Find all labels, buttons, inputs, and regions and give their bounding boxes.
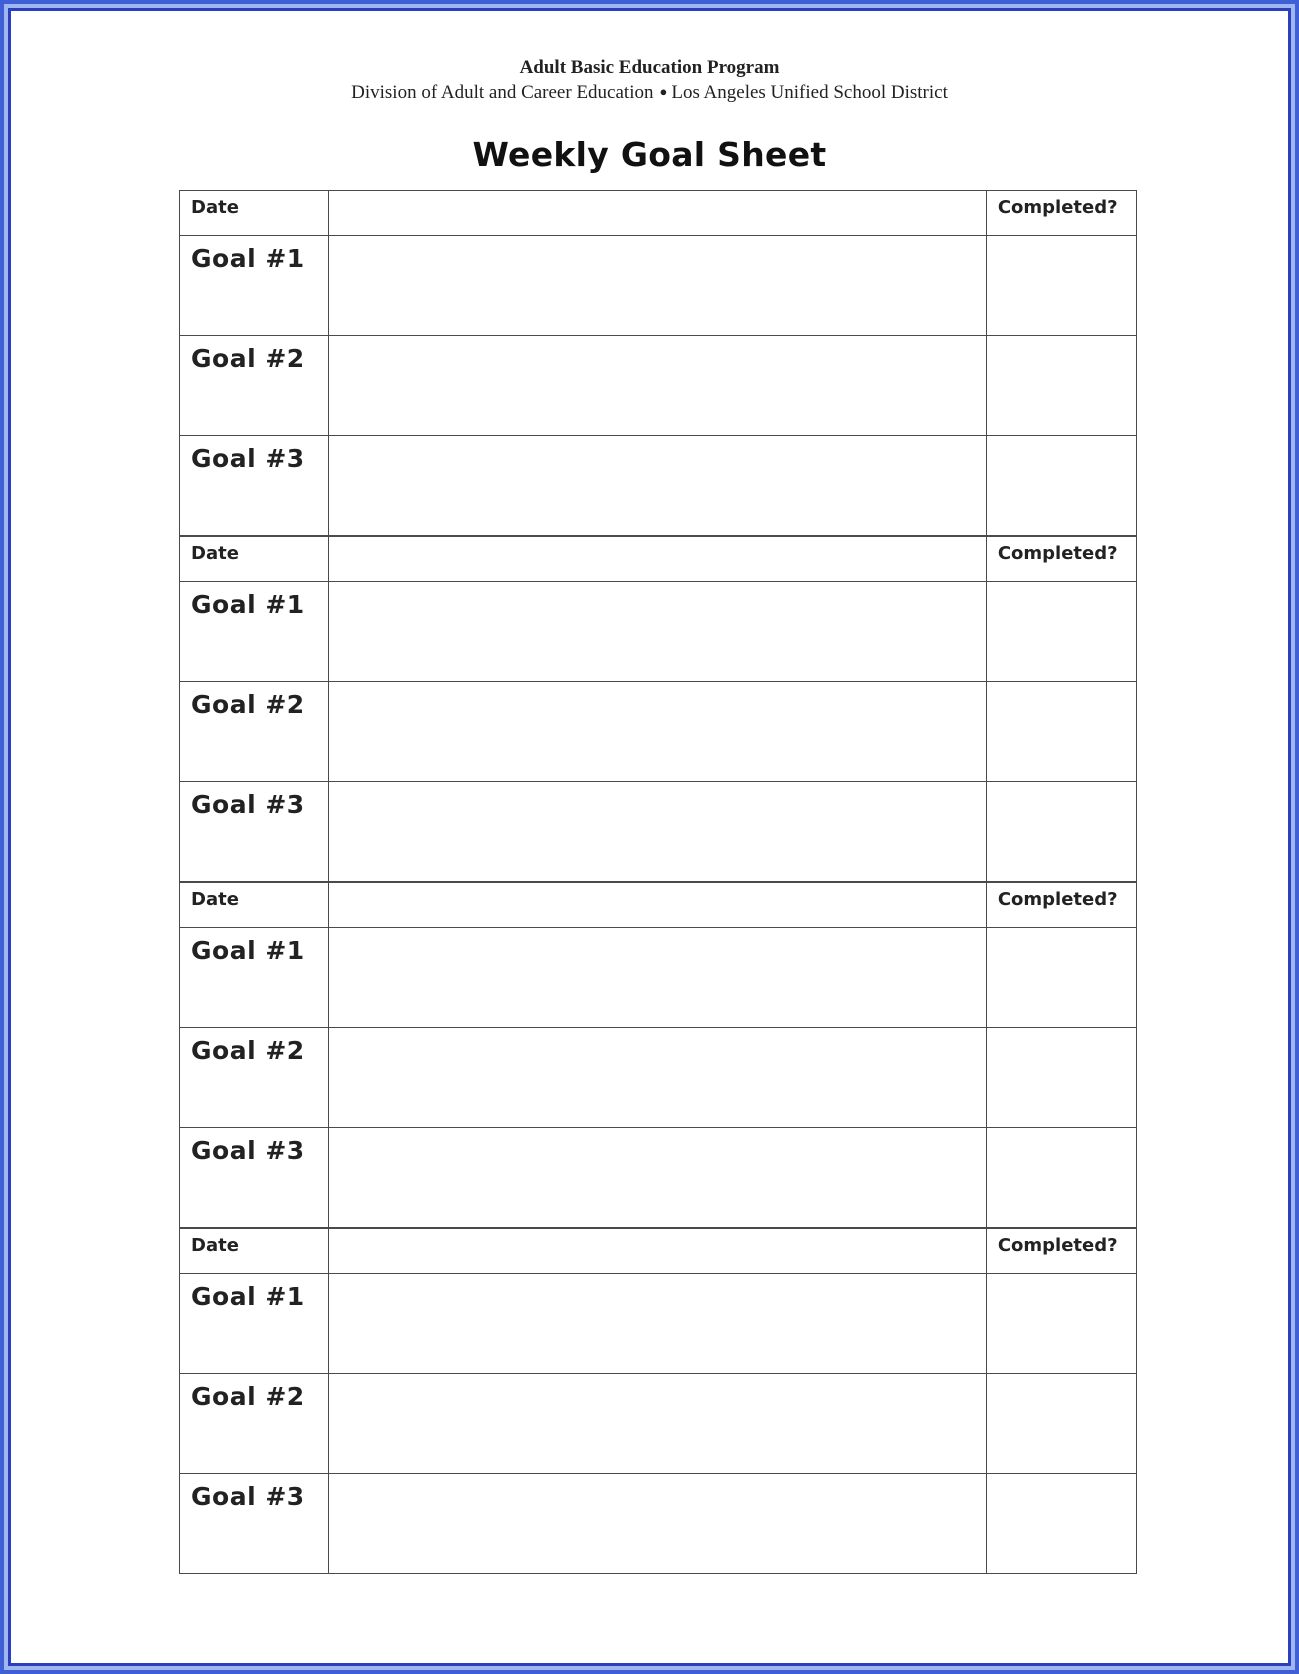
goal-label: Goal #1 xyxy=(180,236,329,336)
page-title: Weekly Goal Sheet xyxy=(472,135,827,174)
goal-entry-cell[interactable] xyxy=(329,1028,987,1128)
division-line xyxy=(11,80,1288,105)
completed-entry-cell[interactable] xyxy=(986,782,1136,882)
goal-row xyxy=(180,582,1137,682)
completed-entry-cell[interactable] xyxy=(986,1374,1136,1474)
program-title: Adult Basic Education Program xyxy=(519,57,780,78)
date-row xyxy=(180,191,1137,236)
district-name: Los Angeles Unified School District xyxy=(671,82,948,103)
goal-label: Goal #3 xyxy=(180,782,329,882)
worksheet-page xyxy=(11,11,1288,1663)
completed-entry-cell[interactable] xyxy=(986,336,1136,436)
goal-entry-cell[interactable] xyxy=(329,436,987,536)
date-entry-cell[interactable] xyxy=(329,883,987,928)
document-header xyxy=(11,56,1288,105)
goal-label: Goal #1 xyxy=(180,582,329,682)
completed-entry-cell[interactable] xyxy=(986,682,1136,782)
goal-row xyxy=(180,1474,1137,1574)
completed-label: Completed? xyxy=(986,1229,1136,1274)
date-label: Date xyxy=(180,537,329,582)
goal-row xyxy=(180,928,1137,1028)
goal-row xyxy=(180,1274,1137,1374)
completed-label: Completed? xyxy=(986,537,1136,582)
completed-entry-cell[interactable] xyxy=(986,1474,1136,1574)
goal-entry-cell[interactable] xyxy=(329,1374,987,1474)
goal-label: Goal #2 xyxy=(180,1028,329,1128)
goal-entry-cell[interactable] xyxy=(329,1474,987,1574)
bullet-separator: ● xyxy=(659,84,668,99)
goal-row xyxy=(180,436,1137,536)
date-row xyxy=(180,883,1137,928)
date-entry-cell[interactable] xyxy=(329,537,987,582)
goal-row xyxy=(180,1128,1137,1228)
goal-row xyxy=(180,1028,1137,1128)
completed-entry-cell[interactable] xyxy=(986,236,1136,336)
week-table-2 xyxy=(179,536,1137,882)
goal-entry-cell[interactable] xyxy=(329,682,987,782)
date-entry-cell[interactable] xyxy=(329,1229,987,1274)
goal-label: Goal #1 xyxy=(180,1274,329,1374)
goal-label: Goal #3 xyxy=(180,1474,329,1574)
completed-entry-cell[interactable] xyxy=(986,582,1136,682)
goal-entry-cell[interactable] xyxy=(329,336,987,436)
date-entry-cell[interactable] xyxy=(329,191,987,236)
completed-entry-cell[interactable] xyxy=(986,436,1136,536)
completed-label: Completed? xyxy=(986,883,1136,928)
completed-entry-cell[interactable] xyxy=(986,1028,1136,1128)
goal-row xyxy=(180,236,1137,336)
completed-entry-cell[interactable] xyxy=(986,1128,1136,1228)
week-table-3 xyxy=(179,882,1137,1228)
goal-label: Goal #3 xyxy=(180,436,329,536)
completed-entry-cell[interactable] xyxy=(986,928,1136,1028)
date-row xyxy=(180,537,1137,582)
goal-row xyxy=(180,1374,1137,1474)
week-table-1 xyxy=(179,190,1137,536)
date-label: Date xyxy=(180,1229,329,1274)
goal-entry-cell[interactable] xyxy=(329,928,987,1028)
completed-label: Completed? xyxy=(986,191,1136,236)
goal-label: Goal #3 xyxy=(180,1128,329,1228)
goal-entry-cell[interactable] xyxy=(329,236,987,336)
goal-row xyxy=(180,782,1137,882)
goal-row xyxy=(180,682,1137,782)
completed-entry-cell[interactable] xyxy=(986,1274,1136,1374)
date-label: Date xyxy=(180,883,329,928)
goal-label: Goal #1 xyxy=(180,928,329,1028)
goal-row xyxy=(180,336,1137,436)
week-table-4 xyxy=(179,1228,1137,1574)
goal-label: Goal #2 xyxy=(180,1374,329,1474)
goal-entry-cell[interactable] xyxy=(329,782,987,882)
goal-label: Goal #2 xyxy=(180,336,329,436)
goal-entry-cell[interactable] xyxy=(329,1274,987,1374)
goal-entry-cell[interactable] xyxy=(329,582,987,682)
goal-entry-cell[interactable] xyxy=(329,1128,987,1228)
date-row xyxy=(180,1229,1137,1274)
division-name: Division of Adult and Career Education xyxy=(351,82,654,103)
goal-label: Goal #2 xyxy=(180,682,329,782)
date-label: Date xyxy=(180,191,329,236)
